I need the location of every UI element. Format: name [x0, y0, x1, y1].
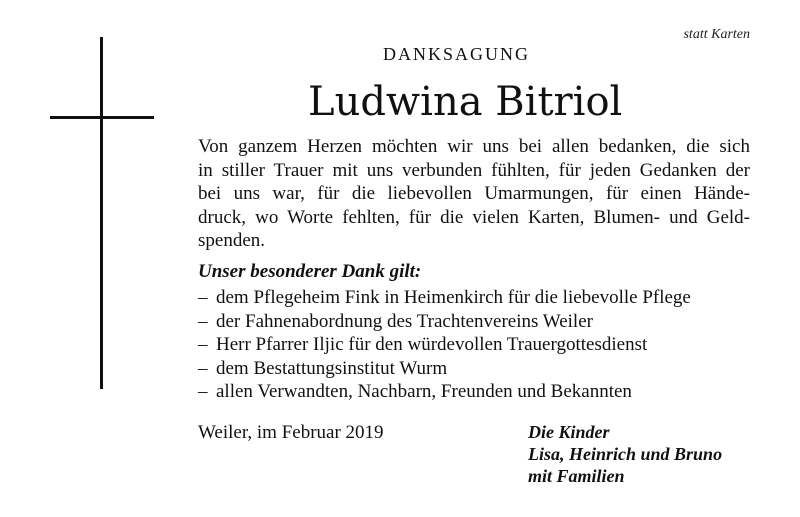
- paragraph-line: druck, wo Worte fehlten, für die vielen Karten, Blumen- und Geld-: [198, 206, 750, 228]
- signature-line: Lisa, Heinrich und Bruno: [528, 444, 723, 464]
- list-item-text: dem Bestattungsinstitut Wurm: [216, 357, 448, 379]
- list-item-text: allen Verwandten, Nachbarn, Freunden und Bekannten: [216, 381, 632, 402]
- list-item-text: der Fahnenabordnung des Trachtenvereins Weiler: [216, 310, 593, 332]
- dash-bullet: –: [198, 381, 208, 402]
- statt-karten-note: statt Karten: [683, 27, 750, 42]
- paragraph-line: spenden.: [198, 230, 266, 251]
- list-item-text: dem Pflegeheim Fink in Heimenkirch für die liebevolle Pflege: [216, 287, 691, 308]
- cross-icon-vertical-bar: [100, 37, 103, 389]
- list-item-text: Herr Pfarrer Iljic für den würdevollen Trauergottesdienst: [216, 334, 648, 355]
- signature-line: mit Familien: [528, 466, 625, 486]
- special-thanks-heading: Unser besonderer Dank gilt:: [198, 261, 422, 282]
- signature-line: Die Kinder: [528, 422, 610, 442]
- thanks-paragraph: [198, 135, 750, 253]
- special-thanks-list: [198, 286, 691, 404]
- dash-bullet: –: [198, 334, 208, 355]
- dash-bullet: –: [198, 287, 208, 308]
- place-and-date: Weiler, im Februar 2019: [198, 422, 384, 443]
- list-item: [198, 286, 691, 310]
- dash-bullet: –: [198, 310, 208, 332]
- signature-block: [528, 421, 722, 487]
- cross-icon-horizontal-bar: [50, 116, 154, 119]
- list-item: [198, 380, 691, 404]
- paragraph-line: in stiller Trauer mit uns verbunden fühlten, für jeden Gedanken der: [198, 159, 750, 181]
- paragraph-line: Von ganzem Herzen möchten wir uns bei allen bedanken, die sich: [198, 136, 750, 157]
- list-item: [198, 333, 691, 357]
- list-item: [198, 357, 691, 381]
- paragraph-line: bei uns war, für die liebevollen Umarmungen, für einen Hände-: [198, 183, 750, 204]
- dash-bullet: –: [198, 357, 208, 379]
- list-item: [198, 310, 691, 334]
- deceased-name: Ludwina Bitriol: [308, 79, 623, 125]
- notice-heading: DANKSAGUNG: [383, 44, 531, 64]
